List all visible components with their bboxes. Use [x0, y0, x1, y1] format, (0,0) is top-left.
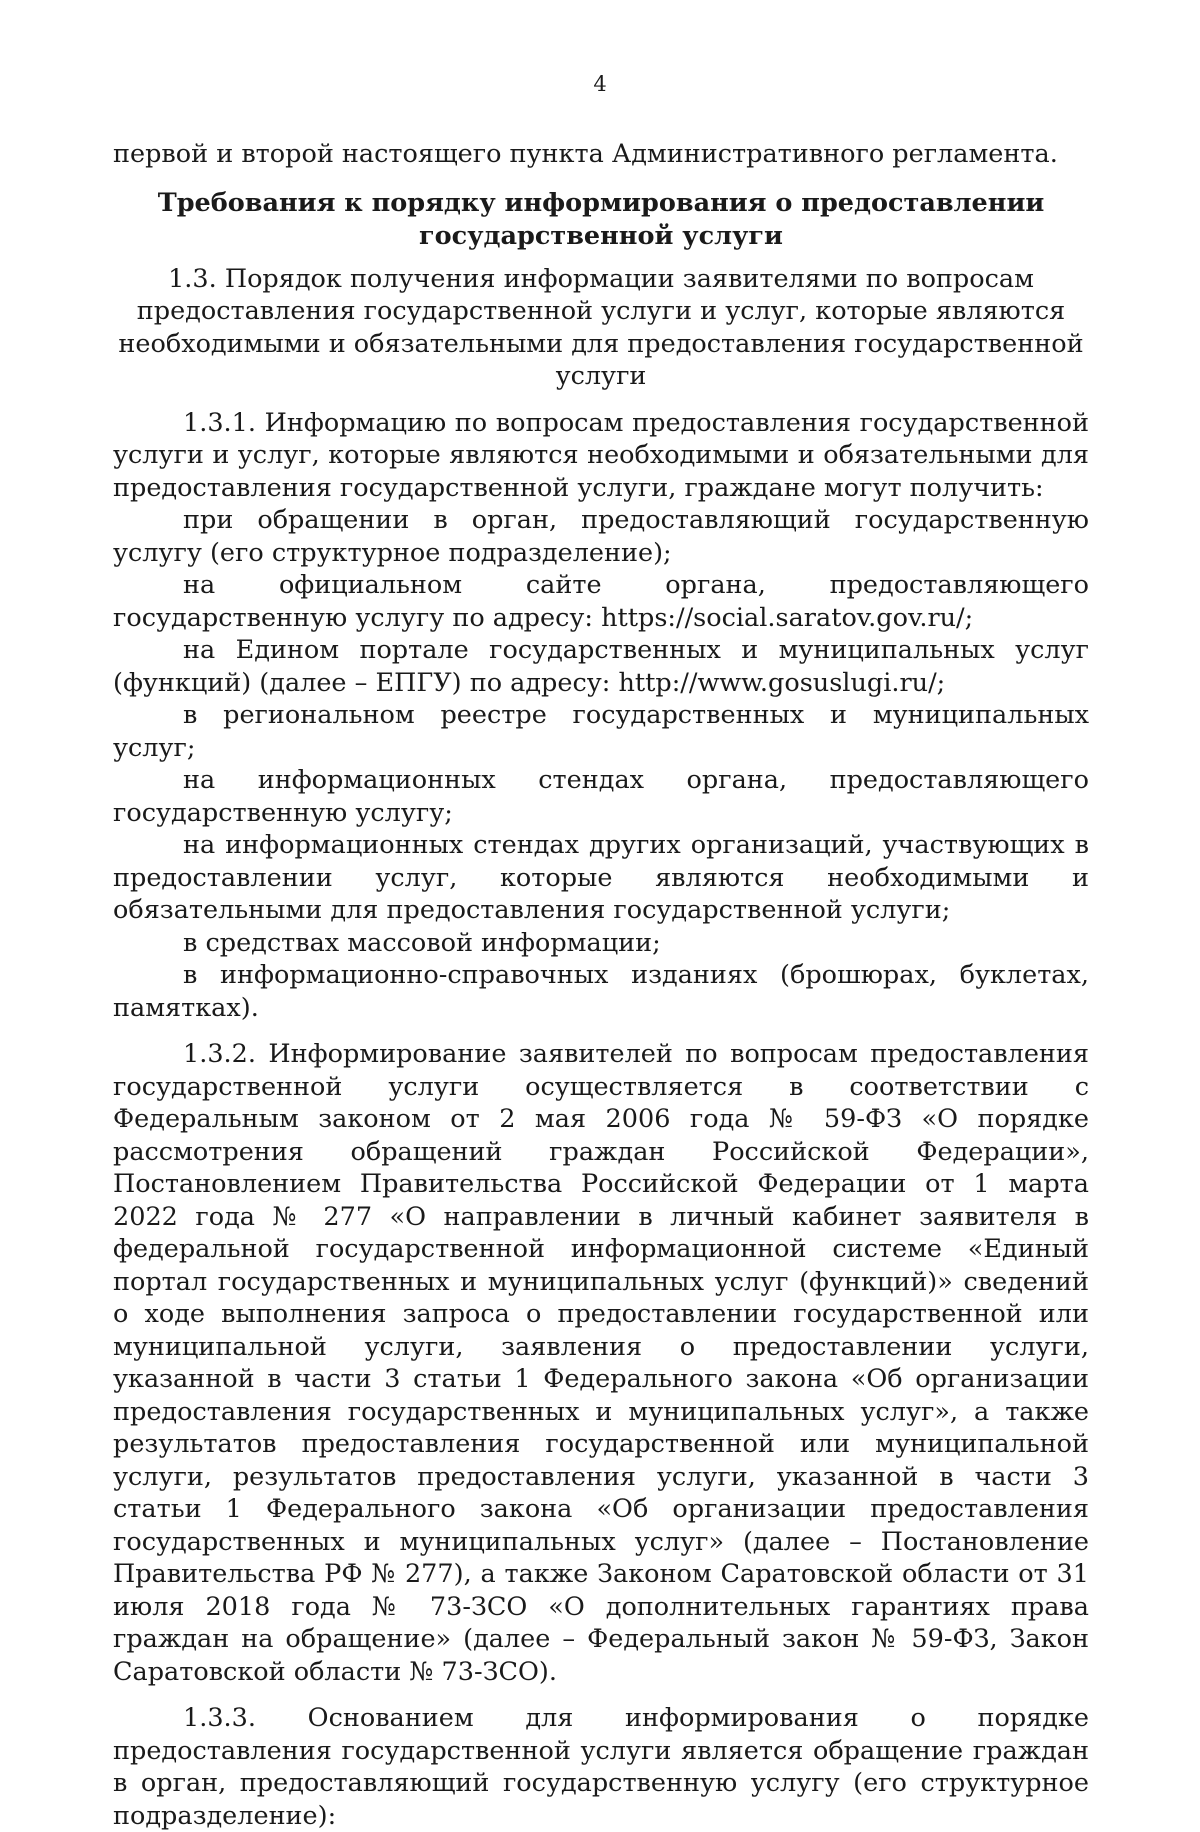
section-heading: Требования к порядку информирования о предоставлении государственной услуги: [157, 187, 1045, 251]
list-item-organ-stands: на информационных стендах органа, предоставляющего государственную услугу;: [113, 765, 1089, 828]
document-body: [113, 138, 1089, 1832]
page-number: 4: [593, 72, 607, 96]
paragraph-1-3-1: 1.3.1. Информацию по вопросам предоставления государственной услуги и услуг, которые являются необходимыми и обязательными для предоставления государственной услуги, граждане могут получить:: [113, 407, 1089, 503]
list-item-mass-media: в средствах массовой информации;: [183, 927, 661, 958]
paragraph-1-3-2: 1.3.2. Информирование заявителей по вопросам предоставления государственной услуги осуществляется в соответствии с Федеральным законом от 2 мая 2006 года № 59-ФЗ «О порядке рассмотрения обращений граждан Российской Федерации», Постановлением Правительства Российской Федерации от 1 марта 2022 года № 277 «О направлении в личный кабинет заявителя в федеральной государственной информационной системе «Единый портал государственных и муниципальных услуг (функций)» сведений о ходе выполнения запроса о предоставлении государственной или муниципальной услуги, заявления о предоставлении услуги, указанной в части 3 статьи 1 Федерального закона «Об организации предоставления государственных и муниципальных услуг», а также результатов предоставления государственной или муниципальной услуги, результатов предоставления услуги, указанной в части 3 статьи 1 Федерального закона «Об организации предоставления государственных и муниципальных услуг» (далее – Постановление Правительства РФ № 277), а также Законом Саратовской области от 31 июля 2018 года № 73-ЗСО «О дополнительных гарантиях права граждан на обращение» (далее – Федеральный закон № 59-ФЗ, Закон Саратовской области № 73-ЗСО).: [113, 1039, 1089, 1687]
list-item-official-site: на официальном сайте органа, предоставляющего государственную услугу по адресу: https://social.saratov.gov.ru/;: [113, 570, 1089, 633]
list-item-epgu: на Едином портале государственных и муниципальных услуг (функций) (далее – ЕПГУ) по адресу: http://www.gosuslugi.ru/;: [113, 635, 1089, 698]
list-item-organ: при обращении в орган, предоставляющий государственную услугу (его структурное подразделение);: [113, 505, 1089, 568]
subsection-heading: 1.3. Порядок получения информации заявителями по вопросам предоставления государственной услуги и услуг, которые являются необходимыми и обязательными для предоставления государственной услуги: [118, 263, 1084, 391]
continuation-text: первой и второй настоящего пункта Административного регламента.: [113, 139, 1058, 169]
list-item-reference-publications: в информационно-справочных изданиях (брошюрах, буклетах, памятках).: [113, 960, 1089, 1023]
paragraph-1-3-3: 1.3.3. Основанием для информирования о порядке предоставления государственной услуги является обращение граждан в орган, предоставляющий государственную услугу (его структурное подразделение):: [113, 1703, 1089, 1831]
list-item-other-org-stands: на информационных стендах других организаций, участвующих в предоставлении услуг, которые являются необходимыми и обязательными для предоставления государственной услуги;: [113, 830, 1089, 925]
list-item-regional-registry: в региональном реестре государственных и муниципальных услуг;: [113, 700, 1089, 763]
